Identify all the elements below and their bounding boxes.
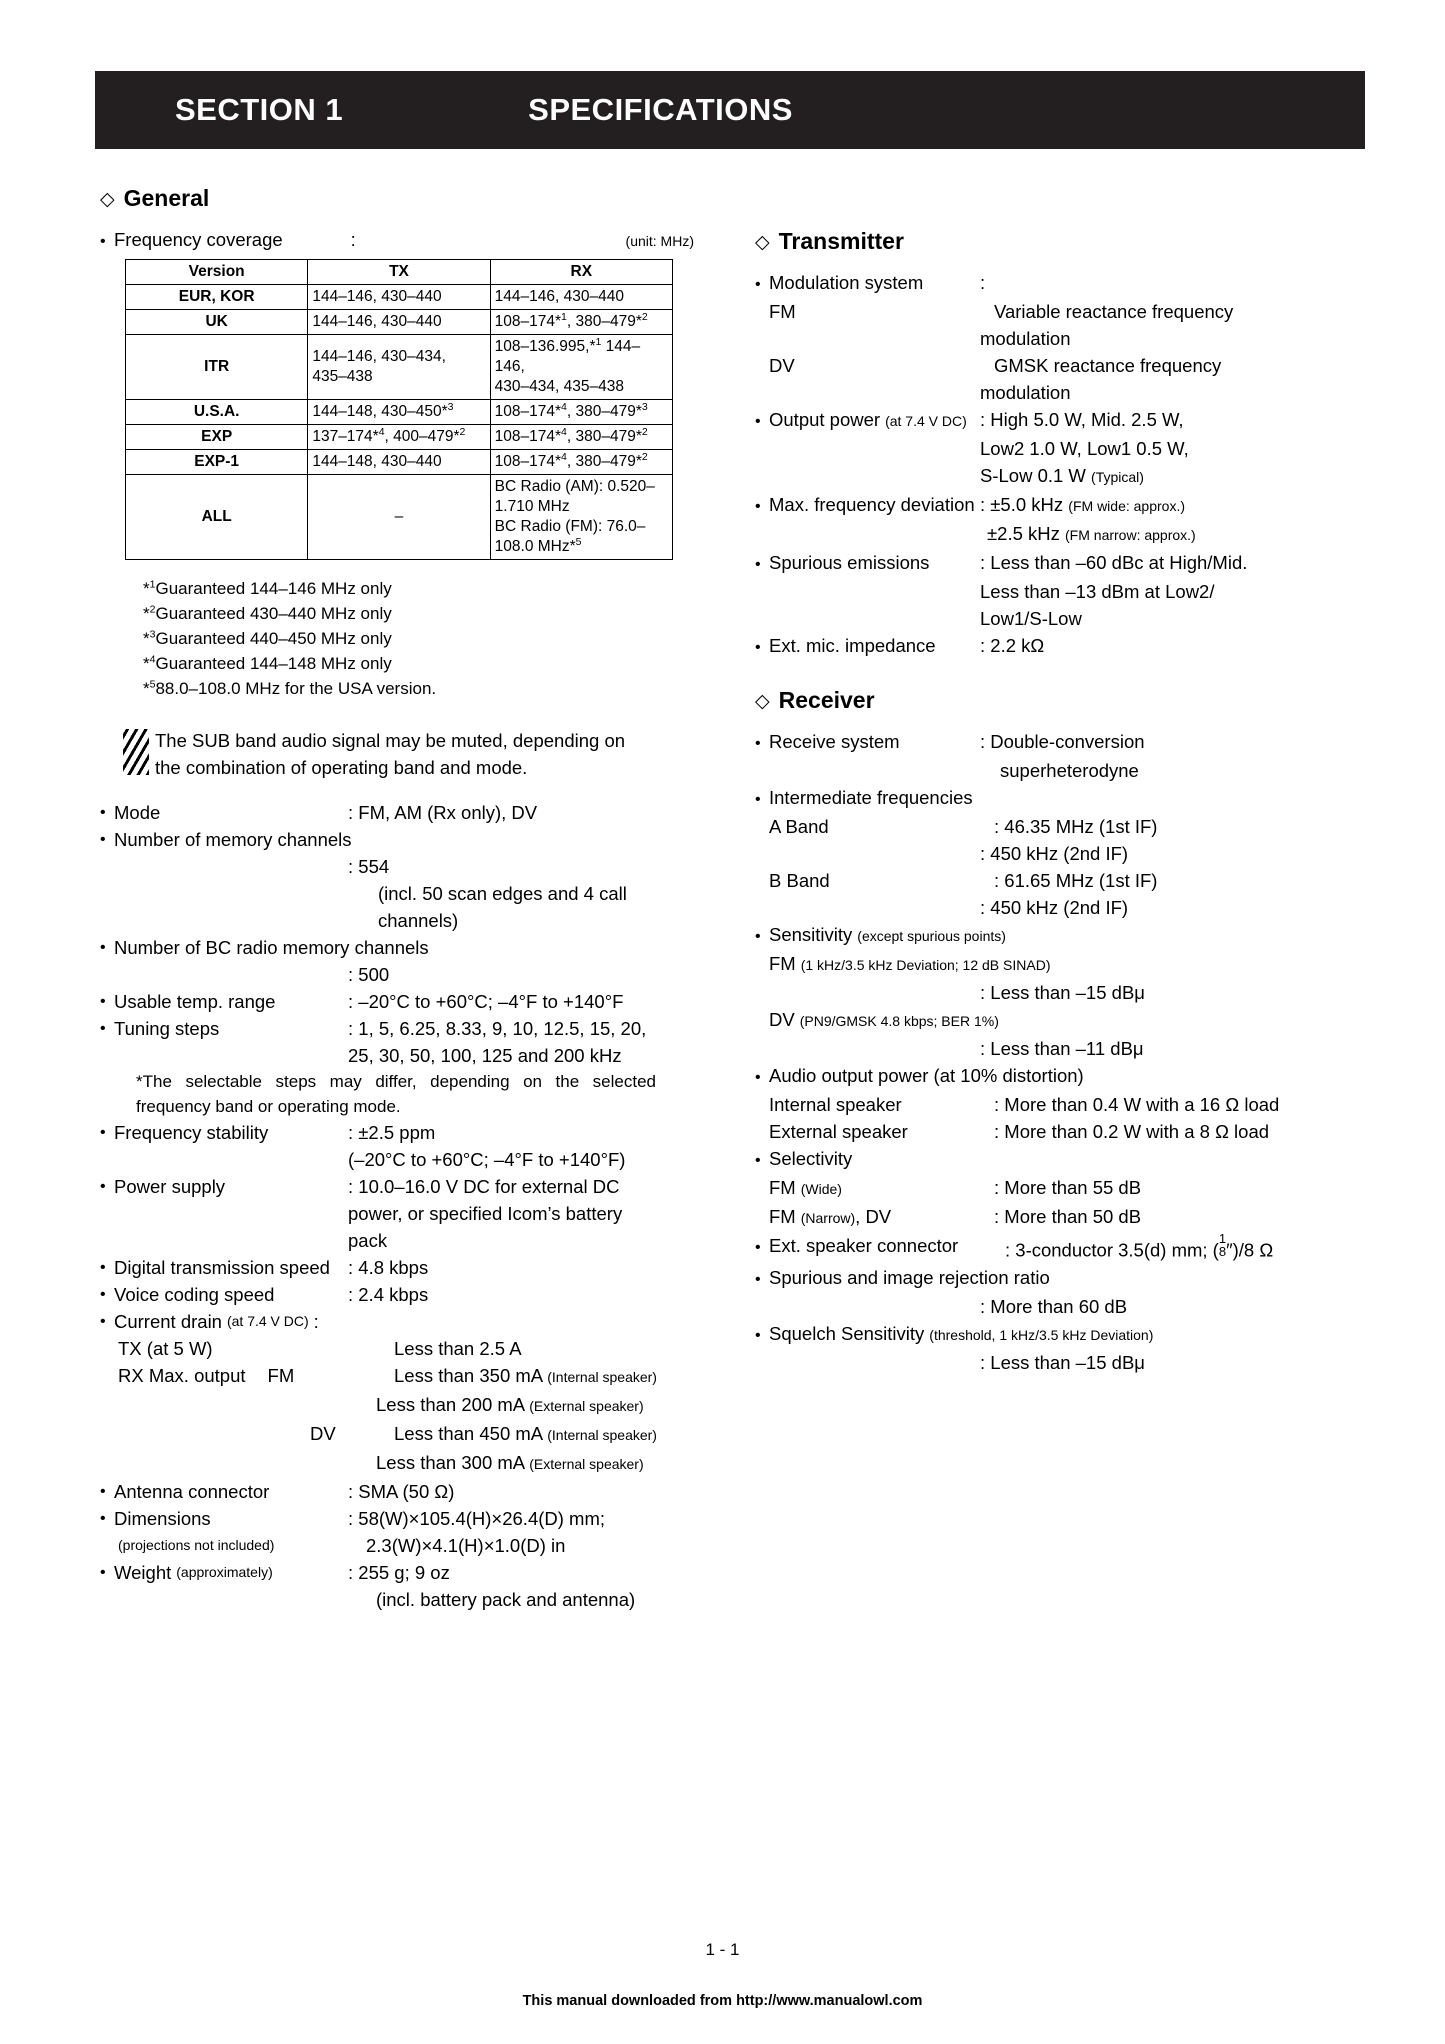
- cell-tx: 144–146, 430–440: [308, 285, 490, 310]
- sens-fm-value: : Less than –15 dBμ: [980, 982, 1145, 1003]
- frequency-coverage-table: [125, 259, 673, 560]
- spurious-value-2: Less than –13 dBm at Low2/: [980, 581, 1215, 602]
- bullet-icon: •: [755, 735, 761, 752]
- memory-channels-note: (incl. 50 scan edges and 4 call channels): [378, 883, 627, 931]
- frequency-coverage-colon: :: [350, 229, 356, 250]
- diamond-icon: ◇: [755, 691, 770, 712]
- selectivity-label: Selectivity: [769, 1148, 853, 1169]
- spec-weight: [100, 1559, 700, 1586]
- cell-tx: 144–146, 430–440: [308, 310, 490, 335]
- bullet-icon: •: [100, 1510, 106, 1527]
- diamond-icon: ◇: [100, 189, 115, 210]
- squelch-note: (threshold, 1 kHz/3.5 kHz Deviation): [929, 1326, 1154, 1343]
- sensitivity-dv-row: [769, 1006, 1365, 1035]
- speaker-conn-label: Ext. speaker connector: [769, 1235, 959, 1256]
- hatch-pattern-icon: [123, 729, 149, 775]
- hatch-note: [123, 727, 653, 781]
- output-value-3-row: [980, 462, 1365, 491]
- deviation-value-2: ±2.5 kHz: [987, 523, 1060, 544]
- if-label: Intermediate frequencies: [769, 787, 973, 808]
- sel-fm-narrow-label: FM: [769, 1206, 796, 1227]
- bullet-icon: •: [100, 233, 106, 250]
- output-value-3-note: (Typical): [1091, 469, 1144, 485]
- bullet-icon: •: [100, 939, 106, 956]
- cell-tx: 144–148, 430–440: [308, 450, 490, 475]
- fraction-one-eighth: [1219, 1232, 1226, 1258]
- output-label: Output power: [769, 409, 881, 430]
- spec-receive-system: [755, 728, 1365, 757]
- stability-label: Frequency stability: [114, 1122, 269, 1143]
- voice-speed-label: Voice coding speed: [114, 1284, 275, 1305]
- if-a-band-row: [755, 813, 1365, 840]
- bullet-icon: •: [755, 639, 761, 656]
- spec-voice-speed: [100, 1281, 700, 1308]
- spec-modulation-system: [755, 269, 1365, 298]
- if-b-value-1: : 61.65 MHz (1st IF): [994, 870, 1158, 891]
- sensitivity-fm-row: [769, 950, 1365, 979]
- if-a-value-2: : 450 kHz (2nd IF): [980, 843, 1129, 864]
- mic-value: : 2.2 kΩ: [980, 635, 1045, 656]
- if-b-value-2: : 450 kHz (2nd IF): [980, 897, 1129, 918]
- image-rejection-value: : More than 60 dB: [980, 1295, 1128, 1317]
- temp-label: Usable temp. range: [114, 991, 276, 1012]
- temp-value: : –20°C to +60°C; –4°F to +140°F: [348, 991, 624, 1012]
- sens-dv-note: (PN9/GMSK 4.8 kbps; BER 1%): [799, 1013, 999, 1029]
- spec-memory-channels: [100, 826, 700, 853]
- spec-frequency-stability: [100, 1119, 700, 1146]
- tx-value: Less than 2.5 A: [394, 1338, 522, 1359]
- modulation-fm-row: [755, 298, 1365, 325]
- sel-fm-narrow-label-2: , DV: [855, 1206, 892, 1227]
- page-number: 1 - 1: [705, 1940, 740, 1959]
- tuning-value-1: : 1, 5, 6.25, 8.33, 9, 10, 12.5, 15, 20,: [348, 1018, 647, 1039]
- bullet-icon: •: [755, 556, 761, 573]
- footnote-item: *$^2$Guaranteed 430–440 MHz only: [143, 603, 392, 623]
- power-label: Power supply: [114, 1176, 226, 1197]
- sensitivity-note: (except spurious points): [857, 928, 1006, 944]
- spec-dimensions: [100, 1505, 700, 1532]
- footnote-item: *$^5$88.0–108.0 MHz for the USA version.: [143, 678, 437, 698]
- rx-dv-note-1: (Internal speaker): [547, 1427, 657, 1443]
- bullet-icon: •: [100, 1124, 106, 1141]
- spec-spurious-emissions: [755, 549, 1365, 578]
- rx-dv-value-2: Less than 300 mA: [376, 1452, 525, 1473]
- cell-version: EXP: [126, 425, 308, 450]
- spec-bc-memory: [100, 934, 700, 961]
- bullet-icon: •: [100, 804, 106, 821]
- spec-output-power: [755, 406, 1365, 435]
- spec-selectivity: [755, 1145, 1365, 1174]
- general-heading: [100, 185, 700, 212]
- current-drain-rx-dv: [100, 1420, 700, 1449]
- bullet-icon: •: [755, 1270, 761, 1288]
- bullet-icon: •: [755, 791, 761, 808]
- spec-temp-range: [100, 988, 700, 1015]
- bullet-icon: •: [755, 1239, 761, 1256]
- rx-fm-line-2: [376, 1391, 700, 1420]
- cell-rx: 108–174*$^4$, 380–479*$^3$: [490, 400, 672, 425]
- bullet-icon: •: [100, 831, 106, 848]
- power-value-3: pack: [348, 1230, 388, 1251]
- modulation-dv-value-2: modulation: [980, 382, 1071, 403]
- section-title: SPECIFICATIONS: [528, 92, 793, 127]
- spec-sensitivity: [755, 921, 1365, 950]
- fraction-numerator: 1: [1218, 1231, 1227, 1246]
- spec-dimensions-line2: [100, 1532, 700, 1559]
- current-drain-tx: [100, 1335, 700, 1362]
- cell-version: U.S.A.: [126, 400, 308, 425]
- rx-dv-label: DV: [310, 1423, 336, 1444]
- speaker-conn-value-pre: : 3-conductor 3.5(d) mm; (: [1005, 1239, 1219, 1261]
- bc-memory-value: : 500: [348, 964, 390, 985]
- receiver-heading: [755, 687, 1365, 714]
- selectivity-fm-narrow-row: [755, 1203, 1365, 1232]
- table-header-row: [126, 260, 673, 285]
- hatch-note-text: The SUB band audio signal may be muted, depending on the combination of operating band and mode.: [155, 730, 626, 778]
- left-column: [100, 185, 700, 1613]
- download-note: This manual downloaded from http://www.manualowl.com: [522, 1993, 923, 2009]
- modulation-fm-value-2: modulation: [980, 328, 1071, 349]
- spurious-label: Spurious emissions: [769, 552, 930, 573]
- bullet-icon: •: [100, 993, 106, 1010]
- right-column: [755, 228, 1365, 1376]
- bullet-icon: •: [755, 498, 761, 515]
- dimensions-label: Dimensions: [114, 1508, 211, 1529]
- sel-fm-wide-note: (Wide): [800, 1181, 842, 1197]
- bullet-icon: •: [755, 1069, 761, 1086]
- receiver-heading-label: Receiver: [778, 687, 875, 713]
- weight-value: : 255 g; 9 oz: [348, 1562, 450, 1583]
- sel-fm-wide-value: : More than 55 dB: [994, 1177, 1142, 1198]
- bullet-icon: •: [100, 1286, 106, 1303]
- modulation-colon: :: [980, 272, 986, 293]
- deviation-note-1: (FM wide: approx.): [1068, 498, 1185, 514]
- cell-version: EUR, KOR: [126, 285, 308, 310]
- memory-channels-label: Number of memory channels: [114, 829, 352, 850]
- cell-version: ITR: [126, 335, 308, 400]
- footnote-list: [143, 576, 700, 701]
- table-row: [126, 475, 673, 560]
- current-drain-condition: (at 7.4 V DC): [226, 1313, 309, 1329]
- sel-fm-wide-label: FM: [769, 1177, 796, 1198]
- squelch-value: : Less than –15 dBμ: [980, 1351, 1145, 1373]
- mic-label: Ext. mic. impedance: [769, 635, 936, 656]
- spec-tuning-steps: [100, 1015, 700, 1042]
- spec-speaker-connector: [755, 1232, 1365, 1264]
- squelch-label: Squelch Sensitivity: [769, 1322, 925, 1344]
- audio-label: Audio output power (at 10% distortion): [769, 1065, 1084, 1086]
- cell-tx: 144–146, 430–434, 435–438: [308, 335, 490, 400]
- mode-label: Mode: [114, 802, 161, 823]
- general-heading-label: General: [123, 185, 210, 211]
- spec-mic-impedance: [755, 632, 1365, 661]
- table-row: [126, 425, 673, 450]
- spec-mode: [100, 799, 700, 826]
- tuning-note: *The selectable steps may differ, depending on the selected frequency band or operating mode.: [136, 1072, 656, 1116]
- modulation-dv-label: DV: [769, 355, 795, 376]
- modulation-dv-row: [755, 352, 1365, 379]
- output-condition: (at 7.4 V DC): [885, 413, 967, 429]
- unit-note: (unit: MHz): [625, 233, 694, 249]
- rx-fm-note-1: (Internal speaker): [547, 1369, 657, 1385]
- table-row: [126, 335, 673, 400]
- dimensions-note: (projections not included): [118, 1537, 275, 1553]
- if-a-value-1: : 46.35 MHz (1st IF): [994, 816, 1158, 837]
- cell-version: ALL: [126, 475, 308, 560]
- cell-tx: 144–148, 430–450*$^3$: [308, 400, 490, 425]
- transmitter-heading: [755, 228, 1365, 255]
- sens-dv-value: : Less than –11 dBμ: [980, 1038, 1144, 1059]
- rx-fm-value-1: Less than 350 mA: [394, 1365, 543, 1386]
- table-row: [126, 450, 673, 475]
- output-value-3: S-Low 0.1 W: [980, 465, 1086, 486]
- rx-dv-note-2: (External speaker): [529, 1456, 644, 1472]
- weight-label: Weight: [114, 1562, 172, 1583]
- selectivity-fm-wide-row: [755, 1174, 1365, 1203]
- modulation-label: Modulation system: [769, 272, 924, 293]
- current-drain-label: Current drain: [114, 1311, 222, 1332]
- modulation-fm-label: FM: [769, 301, 796, 322]
- bullet-icon: •: [100, 1313, 106, 1330]
- deviation-line-2: [987, 520, 1365, 549]
- diamond-icon: ◇: [755, 232, 770, 253]
- power-value-1: : 10.0–16.0 V DC for external DC: [348, 1176, 620, 1197]
- fraction-denominator: 8: [1218, 1244, 1227, 1259]
- bullet-icon: •: [100, 1020, 106, 1037]
- frequency-coverage-label: Frequency coverage: [114, 229, 283, 250]
- bullet-icon: •: [100, 1483, 106, 1500]
- sens-dv-label: DV: [769, 1009, 795, 1030]
- speaker-conn-value-post: ″)/8 Ω: [1226, 1239, 1274, 1261]
- power-value-2: power, or specified Icom’s battery: [348, 1203, 623, 1224]
- if-b-band-row: [755, 867, 1365, 894]
- sens-fm-note: (1 kHz/3.5 kHz Deviation; 12 dB SINAD): [800, 957, 1051, 973]
- tuning-label: Tuning steps: [114, 1018, 220, 1039]
- rx-dv-line-2: [376, 1449, 700, 1478]
- audio-internal-value: : More than 0.4 W with a 16 Ω load: [994, 1094, 1280, 1115]
- deviation-note-2: (FM narrow: approx.): [1065, 527, 1196, 543]
- footnote-item: *$^1$Guaranteed 144–146 MHz only: [143, 578, 392, 598]
- if-b-label: B Band: [769, 870, 830, 891]
- antenna-label: Antenna connector: [114, 1481, 270, 1502]
- cell-rx: BC Radio (AM): 0.520–1.710 MHz BC Radio (FM): 76.0–108.0 MHz*$^5$: [490, 475, 672, 560]
- section-label: SECTION 1: [175, 92, 344, 127]
- audio-internal-label: Internal speaker: [769, 1094, 902, 1115]
- digital-speed-value: : 4.8 kbps: [348, 1257, 429, 1278]
- cell-rx: 108–174*$^4$, 380–479*$^2$: [490, 425, 672, 450]
- spec-audio-output: [755, 1062, 1365, 1091]
- spec-current-drain: [100, 1308, 700, 1335]
- frequency-coverage-row: [100, 226, 700, 255]
- sel-fm-narrow-note: (Narrow): [800, 1210, 856, 1226]
- spurious-value-1: : Less than –60 dBc at High/Mid.: [980, 552, 1248, 573]
- sel-fm-narrow-value: : More than 50 dB: [994, 1206, 1142, 1227]
- spec-intermediate-frequencies: [755, 784, 1365, 813]
- rx-fm-note-2: (External speaker): [529, 1398, 644, 1414]
- audio-external-row: [755, 1118, 1365, 1145]
- deviation-label: Max. frequency deviation: [769, 494, 975, 515]
- digital-speed-label: Digital transmission speed: [114, 1257, 330, 1278]
- if-a-label: A Band: [769, 816, 829, 837]
- cell-rx: 144–146, 430–440: [490, 285, 672, 310]
- transmitter-heading-label: Transmitter: [778, 228, 904, 254]
- rx-label: RX Max. output: [118, 1365, 246, 1386]
- current-drain-colon: :: [313, 1311, 319, 1332]
- current-drain-rx-fm: [100, 1362, 700, 1391]
- spurious-value-3: Low1/S-Low: [980, 608, 1082, 629]
- col-header-tx: TX: [308, 260, 490, 285]
- deviation-value-1: : ±5.0 kHz: [980, 494, 1064, 515]
- dimensions-value-2: 2.3(W)×4.1(H)×1.0(D) in: [366, 1535, 566, 1556]
- receive-system-label: Receive system: [769, 731, 900, 752]
- audio-internal-row: [755, 1091, 1365, 1118]
- voice-speed-value: : 2.4 kbps: [348, 1284, 429, 1305]
- tuning-value-2: 25, 30, 50, 100, 125 and 200 kHz: [348, 1045, 622, 1066]
- audio-external-label: External speaker: [769, 1121, 908, 1142]
- stability-note: (–20°C to +60°C; –4°F to +140°F): [348, 1149, 626, 1170]
- footnote-item: *$^4$Guaranteed 144–148 MHz only: [143, 653, 392, 673]
- receive-system-value-1: : Double-conversion: [980, 731, 1145, 752]
- cell-version: EXP-1: [126, 450, 308, 475]
- bullet-icon: •: [755, 1326, 761, 1344]
- col-header-rx: RX: [490, 260, 672, 285]
- spec-squelch: [755, 1320, 1365, 1349]
- rx-fm-label: FM: [267, 1365, 295, 1386]
- cell-rx: 108–174*$^1$, 380–479*$^2$: [490, 310, 672, 335]
- spec-image-rejection: [755, 1264, 1365, 1293]
- weight-note: (approximately): [176, 1564, 273, 1580]
- stability-value: : ±2.5 ppm: [348, 1122, 436, 1143]
- sensitivity-label: Sensitivity: [769, 924, 853, 945]
- cell-version: UK: [126, 310, 308, 335]
- weight-note-2: (incl. battery pack and antenna): [376, 1589, 636, 1610]
- modulation-dv-value-1: GMSK reactance frequency: [994, 355, 1222, 376]
- bullet-icon: •: [100, 1178, 106, 1195]
- bullet-icon: •: [755, 928, 761, 945]
- dimensions-value-1: : 58(W)×105.4(H)×26.4(D) mm;: [348, 1508, 606, 1529]
- bullet-icon: •: [755, 413, 761, 430]
- rx-fm-value-2: Less than 200 mA: [376, 1394, 525, 1415]
- mode-value: : FM, AM (Rx only), DV: [348, 802, 538, 823]
- spec-max-deviation: [755, 491, 1365, 520]
- bullet-icon: •: [100, 1259, 106, 1276]
- table-row: [126, 400, 673, 425]
- cell-tx: –: [308, 475, 490, 560]
- cell-rx: 108–174*$^4$, 380–479*$^2$: [490, 450, 672, 475]
- spec-power-supply: [100, 1173, 700, 1200]
- modulation-fm-value-1: Variable reactance frequency: [994, 301, 1234, 322]
- spec-antenna-connector: [100, 1478, 700, 1505]
- col-header-version: Version: [126, 260, 308, 285]
- receive-system-value-2: superheterodyne: [1000, 760, 1139, 781]
- sens-fm-label: FM: [769, 953, 796, 974]
- table-row: [126, 285, 673, 310]
- bullet-icon: •: [755, 276, 761, 293]
- bullet-icon: •: [100, 1564, 106, 1581]
- audio-external-value: : More than 0.2 W with a 8 Ω load: [994, 1121, 1270, 1142]
- antenna-value: : SMA (50 Ω): [348, 1481, 455, 1502]
- output-value-1: : High 5.0 W, Mid. 2.5 W,: [980, 409, 1184, 430]
- cell-tx: 137–174*$^4$, 400–479*$^2$: [308, 425, 490, 450]
- table-row: [126, 310, 673, 335]
- image-rejection-label: Spurious and image rejection ratio: [769, 1266, 1050, 1288]
- bc-memory-label: Number of BC radio memory channels: [114, 937, 429, 958]
- bullet-icon: •: [755, 1152, 761, 1169]
- section-banner: [95, 71, 1365, 149]
- spec-digital-speed: [100, 1254, 700, 1281]
- tx-label: TX (at 5 W): [118, 1338, 213, 1359]
- rx-dv-value-1: Less than 450 mA: [394, 1423, 543, 1444]
- output-value-2: Low2 1.0 W, Low1 0.5 W,: [980, 438, 1189, 459]
- footnote-item: *$^3$Guaranteed 440–450 MHz only: [143, 628, 392, 648]
- memory-channels-value: : 554: [348, 856, 390, 877]
- cell-rx: 108–136.995,*$^1$ 144–146, 430–434, 435–438: [490, 335, 672, 400]
